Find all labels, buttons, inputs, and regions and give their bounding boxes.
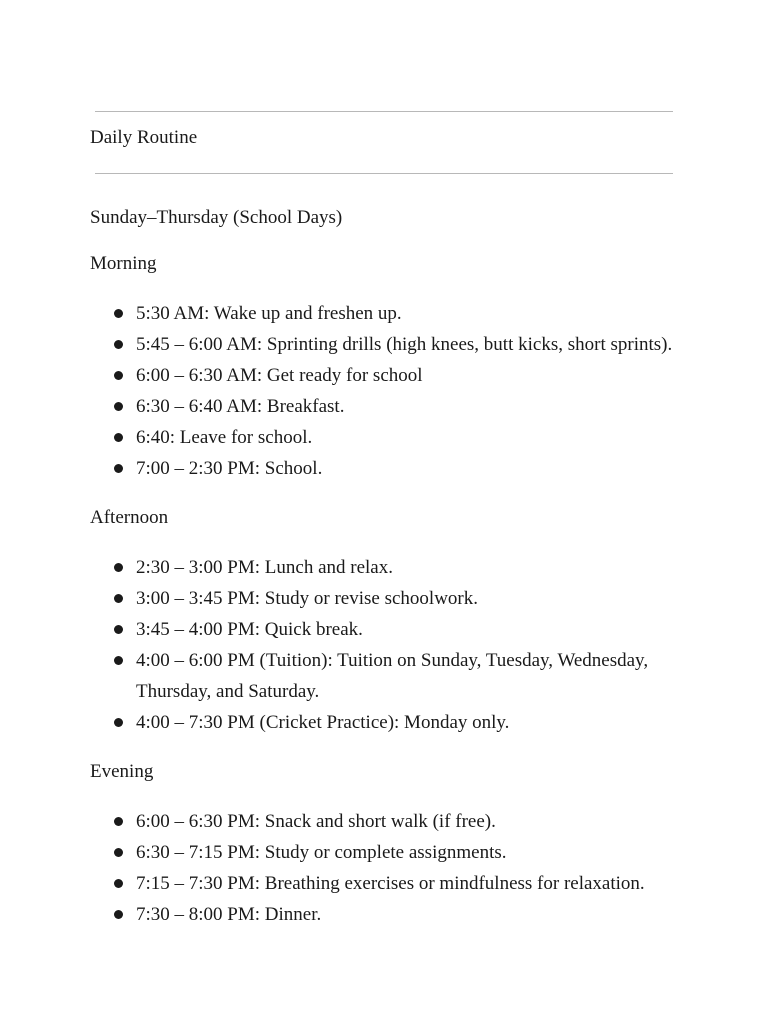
- list-item: [90, 422, 710, 453]
- top-divider: [95, 111, 673, 112]
- bullet-list: [90, 806, 710, 930]
- sections-container: [90, 252, 710, 930]
- bullet-icon: [114, 464, 123, 473]
- list-item: [90, 583, 710, 614]
- list-item: [90, 453, 710, 484]
- section-heading: Morning: [90, 253, 157, 274]
- list-item: [90, 645, 710, 707]
- list-item: [90, 868, 710, 899]
- schedule-subtitle: Sunday–Thursday (School Days): [90, 207, 343, 228]
- bullet-list: [90, 552, 710, 738]
- list-item: [90, 707, 710, 738]
- list-item-text: 4:00 – 7:30 PM (Cricket Practice): Monday only.: [136, 712, 510, 733]
- section-evening: [90, 760, 710, 930]
- bullet-icon: [114, 848, 123, 857]
- bullet-icon: [114, 817, 123, 826]
- list-item: [90, 552, 710, 583]
- bullet-icon: [114, 340, 123, 349]
- list-item: [90, 806, 710, 837]
- section-heading: Afternoon: [90, 507, 169, 528]
- section-morning: [90, 252, 710, 484]
- list-item: [90, 391, 710, 422]
- bullet-icon: [114, 718, 123, 727]
- list-item-text: 6:30 – 6:40 AM: Breakfast.: [136, 396, 345, 417]
- bottom-divider: [95, 173, 673, 174]
- list-item-text: 3:45 – 4:00 PM: Quick break.: [136, 619, 363, 640]
- bullet-icon: [114, 594, 123, 603]
- bullet-icon: [114, 402, 123, 411]
- list-item-text: 6:40: Leave for school.: [136, 427, 313, 448]
- section-heading: Evening: [90, 761, 154, 782]
- bullet-icon: [114, 879, 123, 888]
- bullet-icon: [114, 563, 123, 572]
- list-item-text: 7:30 – 8:00 PM: Dinner.: [136, 904, 322, 925]
- bullet-icon: [114, 656, 123, 665]
- list-item-text: 6:00 – 6:30 AM: Get ready for school: [136, 365, 423, 386]
- list-item: [90, 360, 710, 391]
- bullet-icon: [114, 910, 123, 919]
- bullet-list: [90, 298, 710, 484]
- section-afternoon: [90, 506, 710, 738]
- list-item: [90, 298, 710, 329]
- list-item-text: 6:30 – 7:15 PM: Study or complete assignments.: [136, 842, 507, 863]
- list-item-text: 5:30 AM: Wake up and freshen up.: [136, 303, 402, 324]
- list-item-text: 7:00 – 2:30 PM: School.: [136, 458, 323, 479]
- list-item: [90, 329, 710, 360]
- document-title: Daily Routine: [90, 127, 198, 148]
- list-item-text: 4:00 – 6:00 PM (Tuition): Tuition on Sunday, Tuesday, Wednesday, Thursday, and Saturday.: [136, 650, 649, 702]
- list-item: [90, 614, 710, 645]
- list-item-text: 6:00 – 6:30 PM: Snack and short walk (if free).: [136, 811, 496, 832]
- list-item: [90, 899, 710, 930]
- document-body: [90, 206, 710, 930]
- list-item: [90, 837, 710, 868]
- list-item-text: 3:00 – 3:45 PM: Study or revise schoolwork.: [136, 588, 478, 609]
- list-item-text: 5:45 – 6:00 AM: Sprinting drills (high knees, butt kicks, short sprints).: [136, 334, 673, 355]
- bullet-icon: [114, 309, 123, 318]
- bullet-icon: [114, 625, 123, 634]
- bullet-icon: [114, 433, 123, 442]
- list-item-text: 2:30 – 3:00 PM: Lunch and relax.: [136, 557, 393, 578]
- bullet-icon: [114, 371, 123, 380]
- list-item-text: 7:15 – 7:30 PM: Breathing exercises or mindfulness for relaxation.: [136, 873, 645, 894]
